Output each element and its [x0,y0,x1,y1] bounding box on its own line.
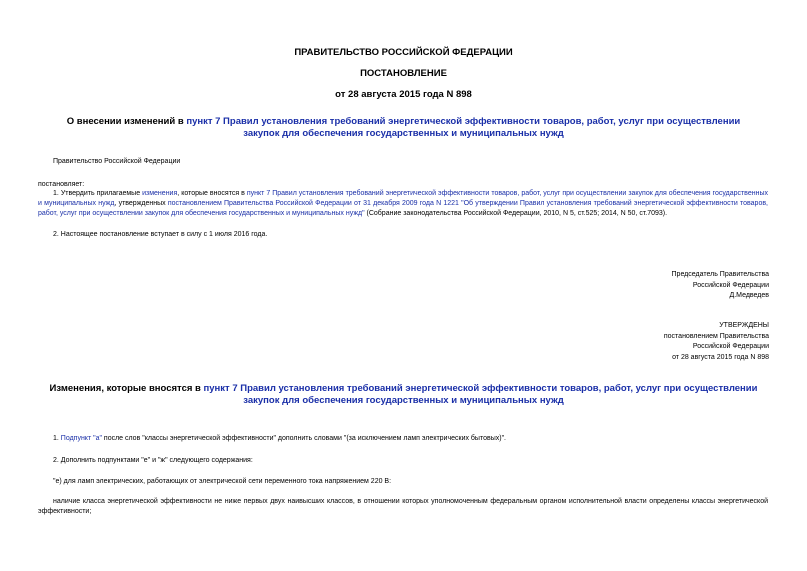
signature-line-1: Председатель Правительства [671,271,769,278]
p1-text-d: (Собрание законодательства Российской Федерации, 2010, N 5, ст.525; 2014, N 50, ст.7093). [364,210,668,217]
title-link[interactable]: пункт 7 Правил установления требований энергетической эффективности товаров, работ, услуг при осуществлении закупок для обеспечения государственных и муниципальных нужд [186,116,741,139]
resolves-text: постановляет: [38,181,85,188]
approved-line-2: постановлением Правительства [663,332,769,340]
change-4: наличие класса энергетической эффективности не ниже первых двух наивысших классов, в отношении которых уполномоченным федеральным органом исполнительной власти определены классы энергетической эффективности; [38,498,768,515]
signature-name: Д.Медведев [729,292,769,299]
approved-line-1: УТВЕРЖДЕНЫ [719,322,769,329]
document-date-number: от 28 августа 2015 года N 898 [335,89,472,100]
p1-text-a: 1. Утвердить прилагаемые [53,190,143,197]
government-name: ПРАВИТЕЛЬСТВО РОССИЙСКОЙ ФЕДЕРАЦИИ [294,47,513,58]
approved-block [664,321,769,363]
change-1 [53,434,506,444]
title-prefix: О внесении изменений в [66,116,187,127]
p1-link-decree[interactable]: постановлением Правительства Российской Федерации от 31 декабря 2009 года N 1221 "Об утверждении Правил установления требований энергетической эффективности товаров, работ, услуг при осуществлении закупок для обеспечения государственных и муниципальных нужд" [38,200,769,217]
change-1-num: 1. [53,435,61,442]
paragraph-2: 2. Настоящее постановление вступает в силу с 1 июля 2016 года. [53,231,268,238]
p1-text-c: , утвержденных [114,200,168,207]
change-1-text: после слов "классы энергетической эффективности" дополнить словами "(за исключением ламп электрических бытовых)". [101,435,506,442]
approved-line-3: Российской Федерации [692,343,769,350]
paragraph-1 [38,189,768,219]
change-2: 2. Дополнить подпунктами "е" и "ж" следующего содержания: [53,457,253,464]
issuer-text: Правительство Российской Федерации [53,158,181,165]
p1-text-b: , которые вносятся в [177,190,247,197]
p1-link-changes[interactable]: изменения [142,190,178,197]
document-type: ПОСТАНОВЛЕНИЕ [360,68,447,79]
p1-link-rules[interactable]: пункт 7 Правил установления требований энергетической эффективности товаров, работ, услуг при осуществлении закупок для обеспечения государственных и муниципальных нужд [38,190,768,207]
changes-title [38,383,769,407]
signature-block [672,270,769,302]
change-3: "е) для ламп электрических, работающих от электрической сети переменного тока напряжением 220 В: [53,478,392,485]
changes-title-prefix: Изменения, которые вносятся в [49,383,204,394]
changes-title-link[interactable]: пункт 7 Правил установления требований энергетической эффективности товаров, работ, услуг при осуществлении закупок для обеспечения государственных и муниципальных нужд [203,383,758,406]
approved-line-4: от 28 августа 2015 года N 898 [672,353,769,361]
signature-line-2: Российской Федерации [692,281,769,289]
document-title [55,116,752,140]
change-1-link[interactable]: Подпункт "а" [60,435,102,442]
